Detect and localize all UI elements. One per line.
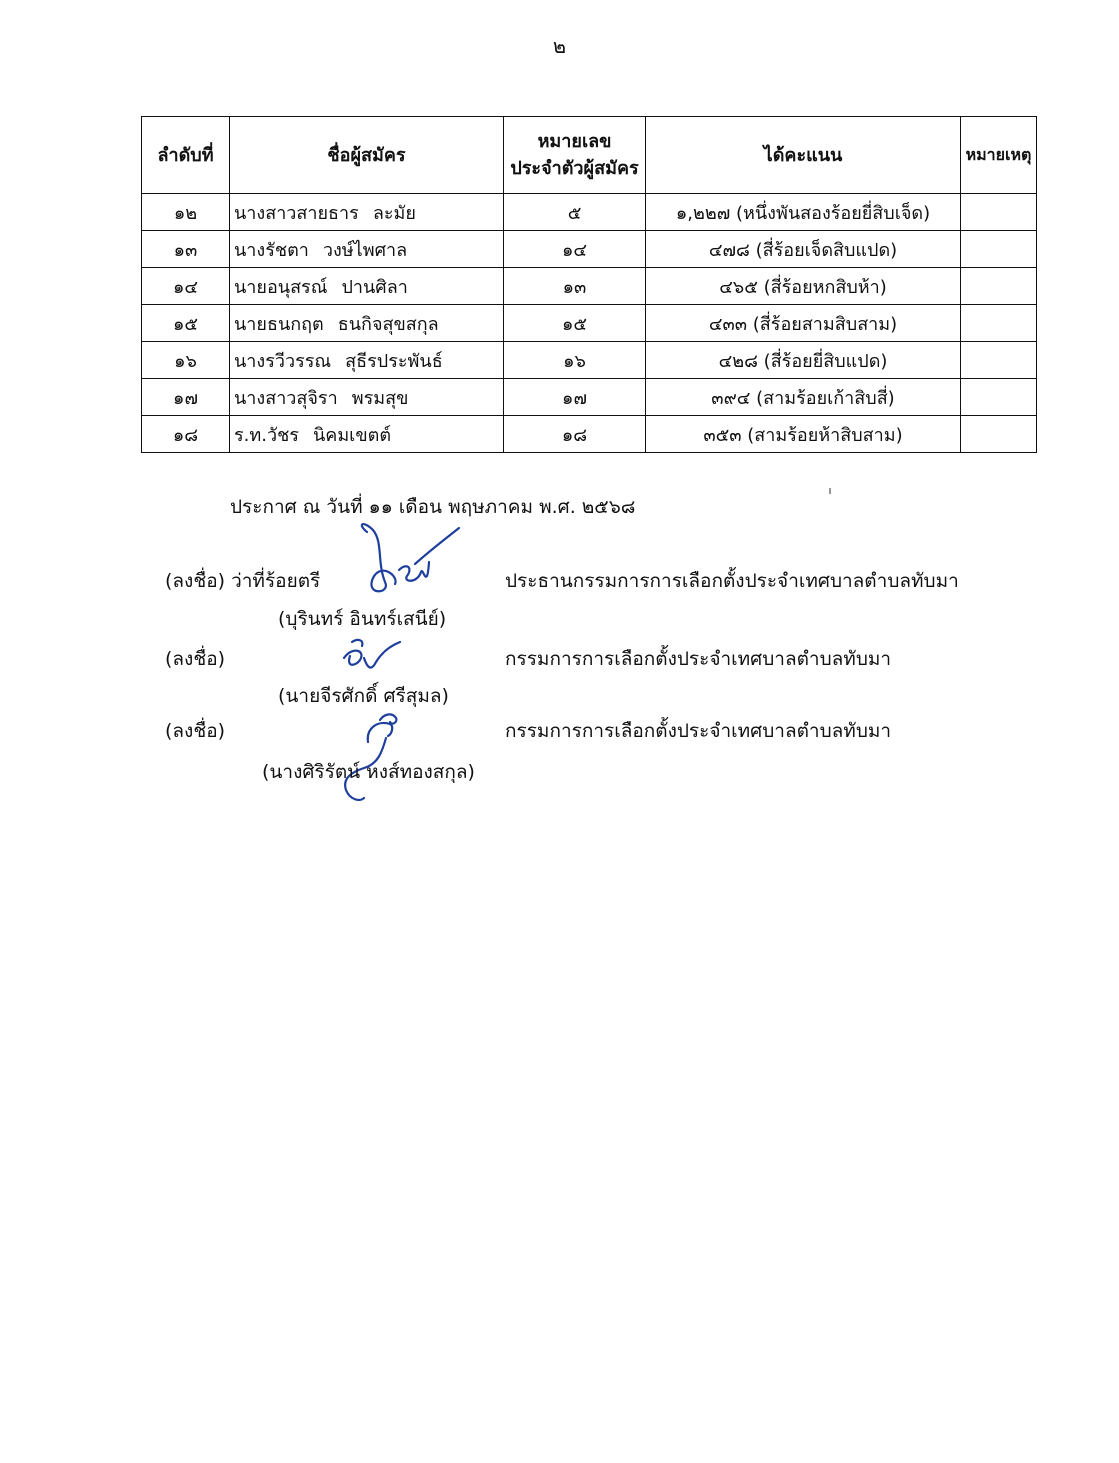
signature-label-member-2: (ลงชื่อ) [165,720,226,742]
table-row [142,379,1037,416]
cell-score: ๔๖๕ (สี่ร้อยหกสิบห้า) [646,268,961,305]
signature-role-member-1: กรรมการการเลือกตั้งประจำเทศบาลตำบลทับมา [505,648,892,670]
candidate-last-name: วงษ์ไพศาล [322,239,408,261]
header-number-line1: หมายเลข [537,131,612,152]
cell-name [230,416,504,453]
cell-order: ๑๒ [142,194,230,231]
header-number-line2: ประจำตัวผู้สมัคร [510,158,639,179]
cell-order: ๑๘ [142,416,230,453]
table-row [142,268,1037,305]
candidate-first-name: นางสาวสายธาร [234,202,359,224]
signature-label-member-1: (ลงชื่อ) [165,648,226,670]
scan-speck [829,488,831,494]
cell-name [230,305,504,342]
table-row [142,194,1037,231]
cell-remark [961,194,1037,231]
cell-number: ๑๖ [504,342,646,379]
candidate-last-name: พรมสุข [351,387,409,409]
cell-order: ๑๖ [142,342,230,379]
cell-name [230,268,504,305]
results-table [141,116,1037,453]
candidate-last-name: นิคมเขตต์ [312,424,392,446]
cell-number: ๑๗ [504,379,646,416]
cell-number: ๑๕ [504,305,646,342]
signature-name-chair: (บุรินทร์ อินทร์เสนีย์) [278,608,447,630]
table-row [142,231,1037,268]
cell-remark [961,416,1037,453]
candidate-first-name: นางรวีวรรณ [234,350,332,372]
cell-score: ๓๕๓ (สามร้อยห้าสิบสาม) [646,416,961,453]
cell-remark [961,268,1037,305]
signature-role-member-2: กรรมการการเลือกตั้งประจำเทศบาลตำบลทับมา [505,720,892,742]
cell-remark [961,379,1037,416]
candidate-first-name: ร.ท.วัชร [234,424,299,446]
candidate-first-name: นางสาวสุจิรา [234,387,338,409]
cell-order: ๑๗ [142,379,230,416]
header-order: ลำดับที่ [142,117,230,194]
cell-score: ๔๓๓ (สี่ร้อยสามสิบสาม) [646,305,961,342]
signature-name-member-1: (นายจีรศักดิ์ ศรีสุมล) [278,685,449,707]
announcement-date: ประกาศ ณ วันที่ ๑๑ เดือน พฤษภาคม พ.ศ. ๒๕๖๘ [230,496,636,518]
candidate-first-name: นายธนกฤต [234,313,324,335]
candidate-first-name: นายอนุสรณ์ [234,276,328,298]
page-number: ๒ [552,34,567,58]
candidate-last-name: ธนกิจสุขสกุล [337,313,439,335]
table-row [142,305,1037,342]
signature-chair-icon [355,522,465,612]
signature-role-chair: ประธานกรรมการการเลือกตั้งประจำเทศบาลตำบลทับมา [505,570,959,592]
candidate-last-name: ละมัย [372,202,416,224]
table-row [142,342,1037,379]
cell-name [230,231,504,268]
cell-remark [961,342,1037,379]
cell-number: ๕ [504,194,646,231]
cell-name [230,194,504,231]
header-remark: หมายเหตุ [961,117,1037,194]
cell-score: ๔๒๘ (สี่ร้อยยี่สิบแปด) [646,342,961,379]
cell-score: ๑,๒๒๗ (หนึ่งพันสองร้อยยี่สิบเจ็ด) [646,194,961,231]
header-name: ชื่อผู้สมัคร [230,117,504,194]
cell-order: ๑๔ [142,268,230,305]
candidate-first-name: นางรัชตา [234,239,309,261]
cell-score: ๓๙๔ (สามร้อยเก้าสิบสี่) [646,379,961,416]
cell-order: ๑๓ [142,231,230,268]
cell-name [230,342,504,379]
signature-member-1-icon [338,636,408,676]
cell-score: ๔๗๘ (สี่ร้อยเจ็ดสิบแปด) [646,231,961,268]
candidate-last-name: ปานศิลา [341,276,408,298]
table-header-row [142,117,1037,194]
cell-number: ๑๘ [504,416,646,453]
cell-remark [961,231,1037,268]
table-row [142,416,1037,453]
header-score: ได้คะแนน [646,117,961,194]
header-number [504,117,646,194]
signature-name-member-2: (นางศิริรัตน์ หงส์ทองสกุล) [262,761,475,783]
cell-number: ๑๓ [504,268,646,305]
cell-remark [961,305,1037,342]
cell-name [230,379,504,416]
candidate-last-name: สุธีรประพันธ์ [345,350,443,372]
cell-order: ๑๕ [142,305,230,342]
signature-label-chair: (ลงชื่อ) ว่าที่ร้อยตรี [165,570,321,592]
cell-number: ๑๔ [504,231,646,268]
